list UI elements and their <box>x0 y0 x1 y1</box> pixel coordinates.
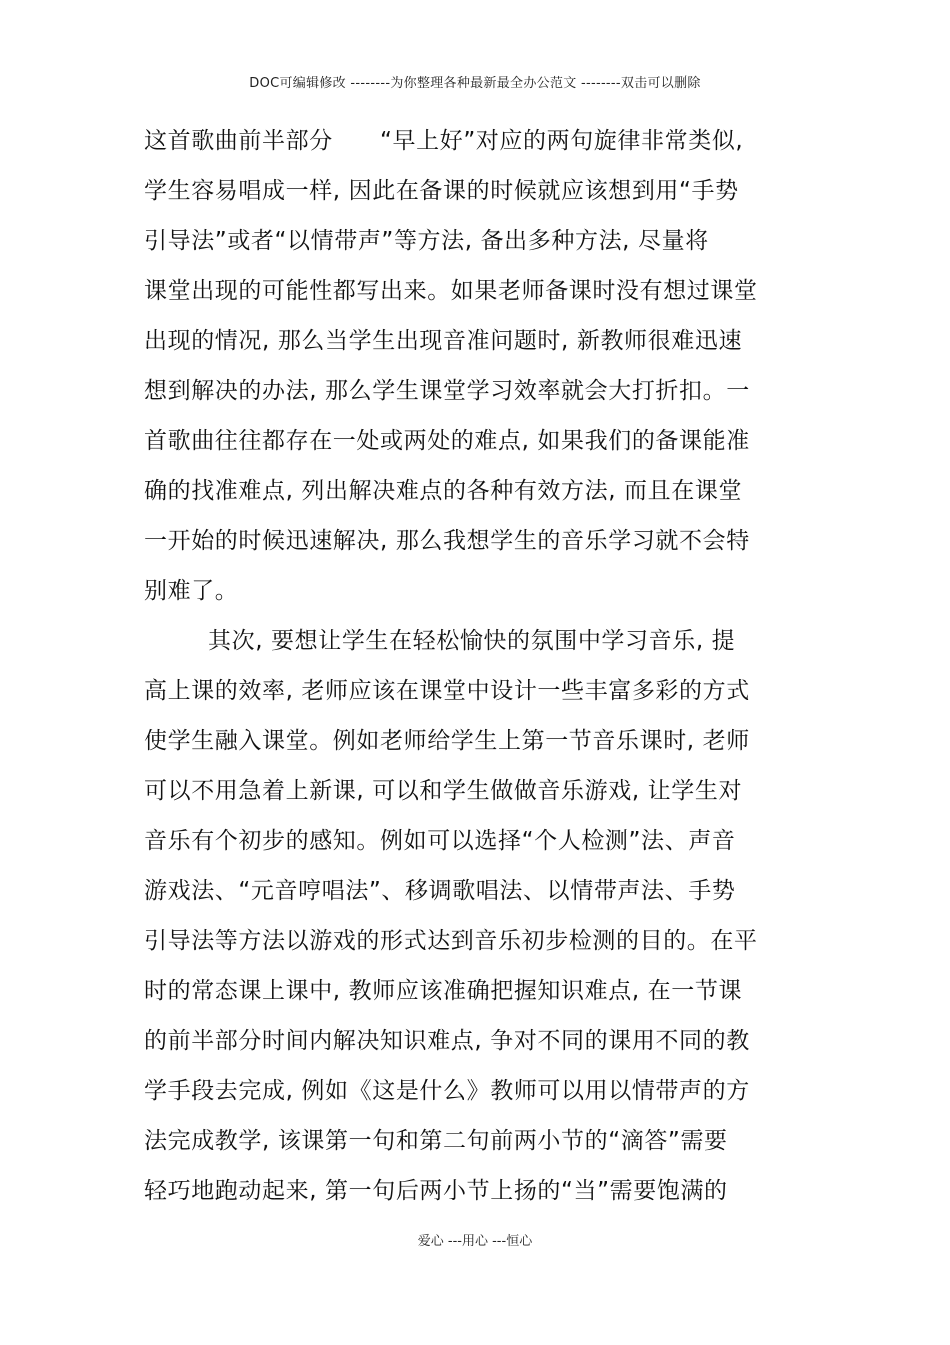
document-body <box>144 116 758 1216</box>
text-line: 学手段去完成, 例如《这是什么》教师可以用以情带声的方 <box>144 1078 750 1104</box>
text-line: 可以不用急着上新课, 可以和学生做做音乐游戏, 让学生对 <box>144 778 743 804</box>
text-line: 引导法等方法以游戏的形式达到音乐初步检测的目的。在平 <box>144 928 758 954</box>
text-line: 首歌曲往往都存在一处或两处的难点, 如果我们的备课能准 <box>144 428 750 454</box>
text-line: 别难了。 <box>144 578 239 604</box>
text-line: 这首歌曲前半部分 “早上好”对应的两句旋律非常类似, <box>144 128 744 154</box>
page-header: DOC可编辑修改 --------为你整理各种最新最全办公范文 --------双击可以删除 <box>249 76 701 91</box>
text-line: 法完成教学, 该课第一句和第二句前两小节的“滴答”需要 <box>144 1128 728 1154</box>
text-line: 使学生融入课堂。例如老师给学生上第一节音乐课时, 老师 <box>144 728 750 754</box>
text-line: 轻巧地跑动起来, 第一句后两小节上扬的“当”需要饱满的 <box>144 1178 728 1204</box>
text-line: 时的常态课上课中, 教师应该准确把握知识难点, 在一节课 <box>144 978 743 1004</box>
text-line: 游戏法、“元音哼唱法”、移调歌唱法、以情带声法、手势 <box>144 878 736 904</box>
text-line: 引导法”或者“以情带声”等方法, 备出多种方法, 尽量将 <box>144 228 709 254</box>
text-line: 想到解决的办法, 那么学生课堂学习效率就会大打折扣。一 <box>144 378 750 404</box>
text-line: 音乐有个初步的感知。例如可以选择“个人检测”法、声音 <box>144 828 736 854</box>
text-line: 的前半部分时间内解决知识难点, 争对不同的课用不同的教 <box>144 1028 750 1054</box>
text-line: 出现的情况, 那么当学生出现音准问题时, 新教师很难迅速 <box>144 328 743 354</box>
text-line: 一开始的时候迅速解决, 那么我想学生的音乐学习就不会特 <box>144 528 750 554</box>
text-line: 确的找准难点, 列出解决难点的各种有效方法, 而且在课堂 <box>144 478 743 504</box>
text-line: 学生容易唱成一样, 因此在备课的时候就应该想到用“手势 <box>144 178 739 204</box>
paragraph-start-line: 其次, 要想让学生在轻松愉快的氛围中学习音乐, 提 <box>208 628 736 654</box>
text-line: 课堂出现的可能性都写出来。如果老师备课时没有想过课堂 <box>144 278 758 304</box>
text-line: 高上课的效率, 老师应该在课堂中设计一些丰富多彩的方式 <box>144 678 750 704</box>
page-footer: 爱心 ---用心 ---恒心 <box>417 1234 533 1249</box>
